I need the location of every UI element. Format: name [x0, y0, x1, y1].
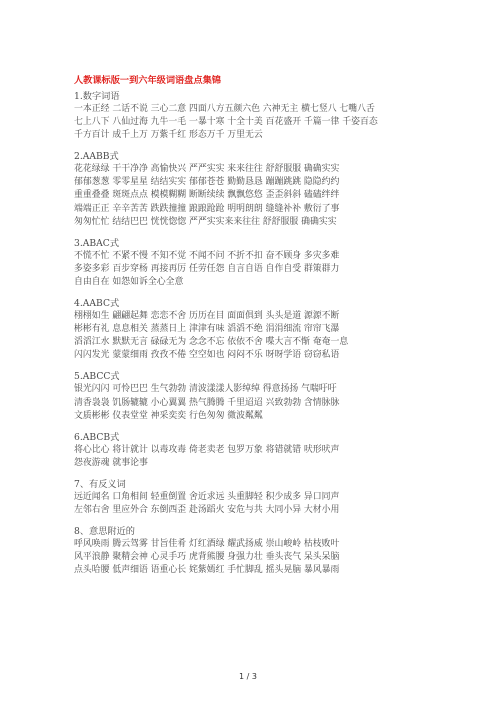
section-aabb: [74, 150, 434, 228]
section-number-words: [74, 90, 434, 142]
section-heading: 6.ABCB式: [74, 431, 120, 443]
word-line: 将心比心 将计就计 以毒攻毒 倚老卖老 包罗万象 将错就错 吠形吠声: [74, 444, 340, 455]
section-heading: 4.AABC式: [74, 298, 120, 310]
word-line: 闪闪发光 蒙蒙细雨 孜孜不倦 空空如也 闷闷不乐 呀呀学语 窃窃私语: [74, 350, 340, 361]
word-line: 怨夜游魂 就事论事: [74, 457, 148, 468]
word-line: 栩栩如生 翩翩起舞 恋恋不舍 历历在目 面面俱到 头头是道 源源不断: [74, 311, 340, 322]
section-gap: [74, 362, 434, 370]
word-line: 自由自在 如怨如诉全心全意: [74, 276, 184, 287]
word-line: 一本正经 二话不说 三心二意 四面八方五颜六色 六神无主 横七竖八 七嘴八舌: [74, 104, 375, 114]
word-line: 左邻右舍 里应外合 东倒西歪 赴汤蹈火 安危与共 大同小异 大材小用: [74, 504, 340, 515]
section-abac: [74, 237, 434, 289]
section-heading: 3.ABAC式: [74, 237, 120, 249]
document-page: [74, 74, 434, 577]
section-abcb: [74, 431, 434, 470]
word-line: 远近闻名 口角相间 轻重倒置 舍近求远 头重脚轻 积少成多 异口同声: [74, 491, 340, 502]
word-line: 清香袅袅 饥肠辘辘 小心翼翼 热气腾腾 千里迢迢 兴致勃勃 含情脉脉: [74, 397, 340, 408]
section-heading: 2.AABB式: [74, 151, 119, 163]
page-number: 1 / 3: [239, 672, 257, 681]
section-aabc: [74, 297, 434, 362]
section-heading: 8、意思附近的: [74, 526, 135, 538]
section-gap: [74, 423, 434, 431]
word-line: 端端正正 辛辛苦苦 跌跌撞撞 踉踉跄跄 明明朗朗 缝缝补补 敷衍了事: [74, 203, 340, 214]
section-gap: [74, 229, 434, 237]
word-line: 重重叠叠 斑斑点点 模模糊糊 断断续续 飘飘悠悠 歪歪斜斜 磕磕绊绊: [74, 190, 340, 201]
section-synonyms: [74, 525, 434, 577]
section-gap: [74, 289, 434, 297]
word-line: 匆匆忙忙 结结巴巴 恍恍惚惚 严严实实来来往往 舒舒服服 确确实实: [74, 216, 337, 227]
word-line: 呼风唤雨 腾云驾雾 甘旨佳肴 灯红酒绿 耀武扬威 崇山峻岭 枯枝败叶: [74, 539, 340, 550]
word-line: 花花绿绿 干干净净 高愉快兴 严严实实 来来往往 舒舒服服 确确实实: [74, 164, 340, 175]
word-line: 郁郁葱葱 零零星星 结结实实 郁郁苍苍 勤勤恳恳 蹦蹦跳跳 隐隐约约: [74, 177, 340, 188]
section-heading: 7、有反义词: [74, 478, 126, 490]
section-gap: [74, 470, 434, 478]
word-line: 彬彬有礼 息息相关 蒸蒸日上 津津有味 滔滔不绝 涓涓细流 帘帘飞瀑: [74, 324, 340, 335]
document-title: 人教课标版一到六年级词语盘点集锦: [74, 75, 221, 86]
word-line: 千方百计 成千上万 万紫千红 形态万千 万里无云: [74, 130, 263, 141]
section-heading: 5.ABCC式: [74, 371, 120, 383]
word-line: 点头哈腰 低声细语 语重心长 姹紫嫣红 手忙脚乱 摇头晃脑 暴风暴雨: [74, 565, 340, 576]
word-line: 多姿多彩 百步穿杨 再接再厉 任劳任怨 自言自语 自作自受 群策群力: [74, 263, 340, 274]
section-heading: 1.数字词语: [74, 91, 120, 102]
word-line: 滔滔江水 默默无言 碌碌无为 念念不忘 依依不舍 喋大言不惭 奄奄一息: [74, 337, 349, 348]
section-antonyms: [74, 478, 434, 517]
word-line: 银光闪闪 可怜巴巴 生气勃勃 清波漾漾人影绰绰 得意扬扬 气喘吁吁: [74, 384, 337, 395]
word-line: 文质彬彬 仪表堂堂 神采奕奕 行色匆匆 微波粼粼: [74, 410, 263, 421]
word-line: 风平浪静 聚精会神 心灵手巧 虎背熊腰 身强力壮 垂头丧气 呆头呆脑: [74, 552, 340, 563]
word-line: 七上八下 八仙过海 九牛一毛 一暴十寒 十全十美 百花盛开 千篇一律 千姿百态: [74, 117, 378, 128]
section-gap: [74, 517, 434, 525]
section-gap: [74, 142, 434, 150]
word-line: 不慌不忙 不紧不慢 不知不觉 不闻不问 不折不扣 奋不顾身 多灾多难: [74, 250, 340, 261]
section-abcc: [74, 370, 434, 422]
